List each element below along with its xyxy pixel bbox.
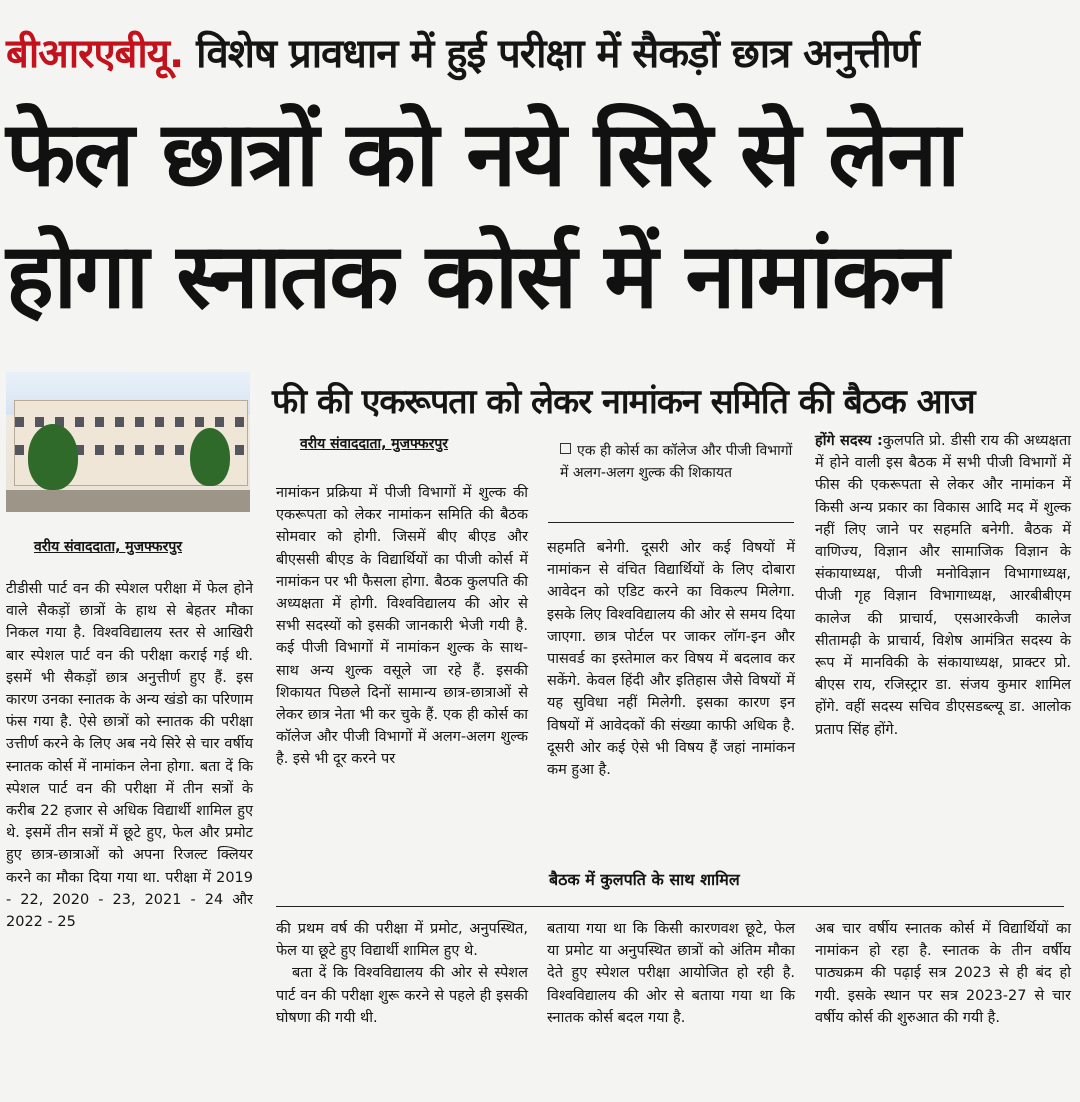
main-story-body: टीडीसी पार्ट वन की स्पेशल परीक्षा में फेल होने वाले सैकड़ों छात्रों के हाथ से बेहतर मौका निकल गया है. विश्वविद्यालय स्तर से आखिरी बार स्पेशल पार्ट वन की परीक्षा कराई गई थी. इसमें भी सैकड़ों छात्र अनुत्तीर्ण हुए हैं. इस कारण उनका स्नातक के अन्य खंडो का परिणाम फंस गया है. ऐसे छात्रों को स्नातक की परीक्षा उत्तीर्ण करने के लिए अब नये सिरे से चार वर्षीय स्नातक कोर्स में नामांकन लेना होगा. बता दें कि स्पेशल पार्ट वन की परीक्षा में तीन सत्रों के करीब 22 हजार से अधिक विद्यार्थी शामिल हुए थे. इसमें तीन सत्रों में छूटे हुए, फेल और प्रमोट हुए छात्र-छात्राओं को अपना रिजल्ट क्लियर करने का मौका दिया गया था. परीक्षा में 2019 - 22, 2020 - 23, 2021 - 24 और 2022 - 25 (6, 581, 253, 931)
second-col-3 (815, 430, 1071, 741)
second-col-1: नामांकन प्रक्रिया में पीजी विभागों में शुल्क की एकरूपता को लेकर नामांकन समिति की बैठक सोमवार को होगी. जिसमें बीए बीएड और बीएससी बीएड के विद्यार्थियों का पीजी कोर्स में नामांकन पर भी फैसला होगा. बैठक कुलपति की अध्यक्षता में होगी. विश्वविद्यालय की ओर से सभी सदस्यों को इसकी जानकारी भेजी गयी है. कई पीजी विभागों में नामांकन शुल्क के साथ-साथ अन्य शुल्क वसूले जा रहे हैं. इसकी शिकायत पिछले दिनों सामान्य छात्र-छात्राओं से लेकर छात्र नेता भी कर चुके हैं. एक ही कोर्स का कॉलेज और पीजी विभागों में अलग-अलग शुल्क है. इसे भी दूर करने पर (276, 485, 528, 768)
main-cont-col-3: बताया गया था कि किसी कारणवश छूटे, फेल या प्रमोट या अनुपस्थित छात्रों को अंतिम मौका देते हुए स्पेशल परीक्षा आयोजित हो रही है. विश्वविद्यालय की ओर से बताया गया था कि स्नातक कोर्स बदल गया है. (547, 921, 795, 1026)
main-byline: वरीय संवाददाता, मुजफ्फरपुर (34, 539, 182, 555)
university-building-photo (6, 372, 250, 512)
pull-quote (560, 440, 800, 484)
divider (548, 522, 794, 523)
second-col-2: सहमति बनेगी. दूसरी ओर कई विषयों में नामांकन से वंचित विद्यार्थियों के लिए दोबारा आवेदन को एडिट करने का विकल्प मिलेगा. इसके लिए विश्वविद्यालय की ओर से समय दिया जाएगा. छात्र पोर्टल पर जाकर लॉग-इन और पासवर्ड का इस्तेमाल कर विषय में बदलाव कर सकेंगे. केवल हिंदी और इतिहास जैसे विषयों में यह सुविधा नहीं मिलेगी. इसका कारण इन विषयों में आवेदकों की संख्या काफी अधिक है. दूसरी ओर कई ऐसे भी विषय हैं जहां नामांकन कम हुआ है. (547, 540, 795, 779)
kicker-brand: बीआरएबीयू. (6, 31, 184, 77)
bottom-divider (276, 906, 1064, 907)
pull-quote-text: एक ही कोर्स का कॉलेज और पीजी विभागों में अलग-अलग शुल्क की शिकायत (560, 443, 793, 481)
kicker-text: विशेष प्रावधान में हुई परीक्षा में सैकड़ों छात्र अनुत्तीर्ण (196, 31, 919, 77)
subheading: बैठक में कुलपति के साथ शामिल (549, 870, 740, 889)
main-cont-col-2 (276, 918, 528, 1029)
second-headline: फी की एकरूपता को लेकर नामांकन समिति की बैठक आज (272, 382, 975, 422)
headline-line-2: होगा स्नातक कोर्स में नामांकन (6, 224, 948, 329)
headline-line-1: फेल छात्रों को नये सिरे से लेना (6, 102, 959, 207)
kicker-line (6, 18, 1076, 90)
cont-2b: बता दें कि विश्वविद्यालय की ओर से स्पेशल पार्ट वन की परीक्षा शुरू करने से पहले ही इसकी घोषणा की गयी थी. (276, 965, 528, 1026)
main-cont-col-4: अब चार वर्षीय स्नातक कोर्स में विद्यार्थियों का नामांकन हो रहा है. स्नातक के तीन वर्षीय पाठ्यक्रम की पढ़ाई सत्र 2023 से ही बंद हो गयी. इसके स्थान पर सत्र 2023-27 से चार वर्षीय कोर्स की शुरुआत की गयी है. (815, 921, 1071, 1026)
col3-text: कुलपति प्रो. डीसी राय की अध्यक्षता में होने वाली इस बैठक में सभी पीजी विभागों में फीस की एकरूपता से लेकर और नामांकन में किसी अन्य प्रकार का विकास आदि मद में शुल्क नहीं लिए जाने पर सहमति बनेगी. बैठक में वाणिज्य, विज्ञान और सामाजिक विज्ञान के संकायाध्यक्ष, पीजी मनोविज्ञान विभागाध्यक्ष, पीजी गृह विज्ञान विभागाध्यक्ष, आरबीबीएम कालेज की प्राचार्य, एसआरकेजी कालेज सीतामढ़ी के प्राचार्य, विशेष आमंत्रित सदस्य के रूप में मानविकी के संकायाध्यक्ष, प्राक्टर प्रो. बीएस राय, रजिस्ट्रार डा. संजय कुमार शामिल होंगे. वहीं सदस्य सचिव डीएसडब्ल्यू डा. आलोक प्रताप सिंह होंगे. (815, 433, 1071, 738)
cont-2a: की प्रथम वर्ष की परीक्षा में प्रमोट, अनुपस्थित, फेल या छूटे हुए विद्यार्थी शामिल हुए थे. (276, 921, 528, 960)
bullet-icon (560, 443, 571, 454)
col3-lead: होंगे सदस्य : (815, 433, 883, 449)
second-byline: वरीय संवाददाता, मुजफ्फरपुर (300, 436, 448, 452)
